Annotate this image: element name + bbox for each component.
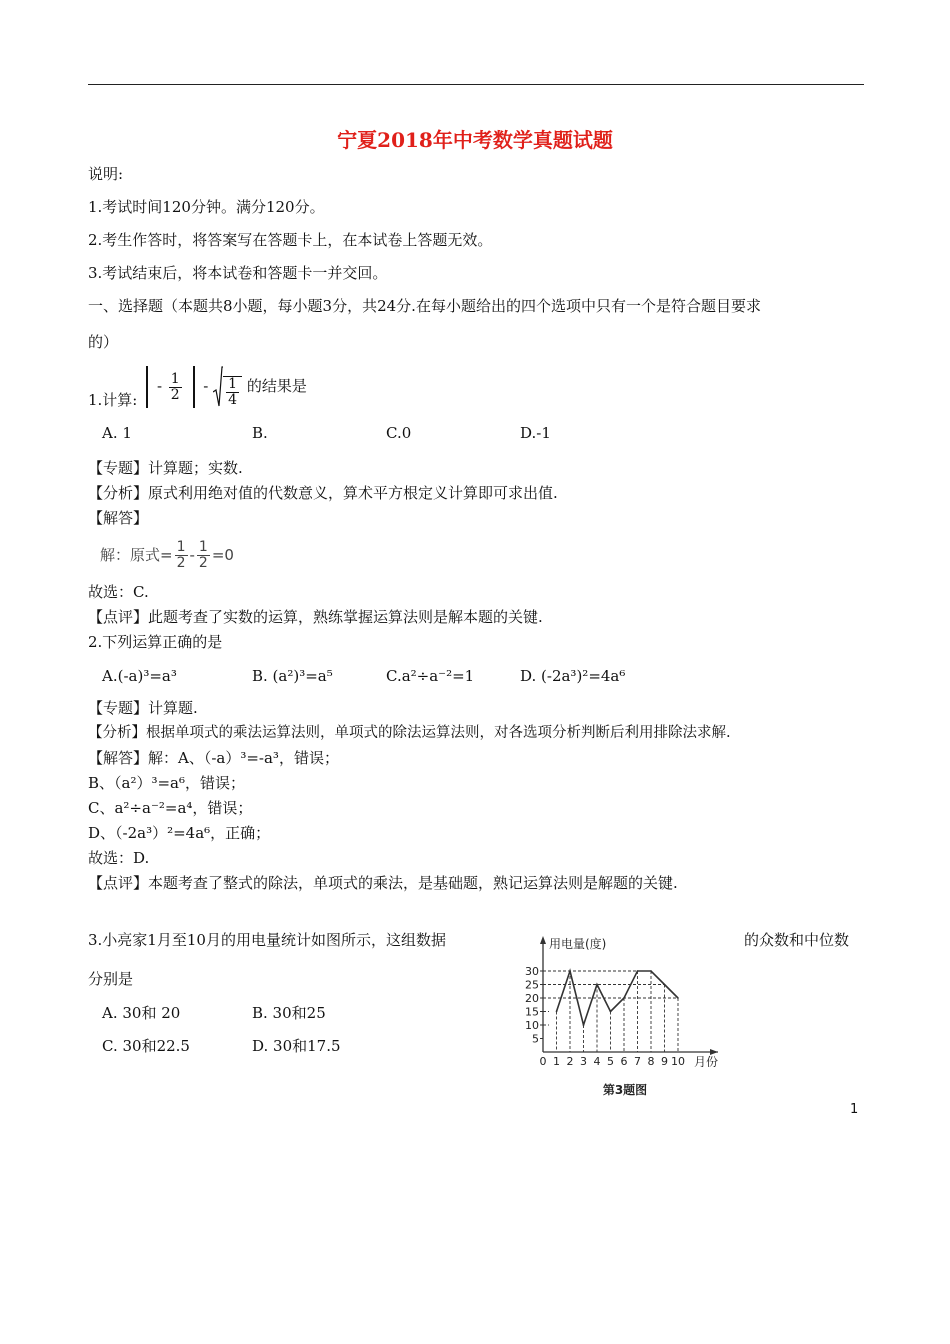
q3-stem-left: 3.小亮家1月至10月的用电量统计如图所示，这组数据 <box>88 931 446 949</box>
instructions-heading: 说明: <box>88 165 124 183</box>
frac-denominator: 2 <box>170 386 180 403</box>
q2-c: C、a²÷a⁻²=a⁴，错误； <box>88 799 253 817</box>
frac-numerator: 1 <box>170 370 180 387</box>
q1-analysis: 【分析】原式利用绝对值的代数意义，算术平方根定义计算即可求出值. <box>88 484 558 502</box>
data-point <box>623 997 625 999</box>
frac-numerator: 1 <box>176 539 186 555</box>
frac-denominator: 2 <box>176 555 186 571</box>
page-number: 1 <box>850 1102 859 1117</box>
instruction-item: 3.考试结束后，将本试卷和答题卡一并交回。 <box>88 264 388 282</box>
x-tick-label: 7 <box>634 1055 641 1068</box>
y-axis-arrow-icon <box>540 936 546 944</box>
q1-stem <box>88 364 307 422</box>
data-point <box>556 1011 558 1013</box>
q1-between: - <box>203 377 209 395</box>
x-tick-label: 4 <box>593 1055 601 1068</box>
solution-fraction <box>175 540 188 571</box>
solution-minus: - <box>189 546 195 564</box>
q1-option-d: D.-1 <box>520 424 551 442</box>
y-tick-label: 30 <box>525 965 539 978</box>
section-heading: 一、选择题（本题共8小题，每小题3分，共24分.在每小题给出的四个选项中只有一个是符合题目要求 <box>88 297 761 315</box>
q3-stem-line2: 分别是 <box>88 970 134 988</box>
chart-caption: 第3题图 <box>602 1083 648 1097</box>
data-point <box>610 1011 612 1013</box>
radical-sign-icon <box>213 366 223 408</box>
y-tick-label: 10 <box>525 1019 539 1032</box>
solution-result: =0 <box>211 546 234 564</box>
data-point <box>569 970 571 972</box>
q3-option-c: C. 30和22.5 <box>102 1037 190 1055</box>
q1-comment: 【点评】此题考查了实数的运算，熟练掌握运算法则是解本题的关键. <box>88 608 543 626</box>
y-tick-label: 25 <box>525 978 539 992</box>
x-tick-label: 9 <box>661 1055 668 1068</box>
y-axis-label: 用电量(度) <box>549 937 607 951</box>
solution-prefix: 解：原式= <box>100 546 173 564</box>
q1-solution <box>100 540 234 571</box>
q2-b: B、（a²）³=a⁶，错误； <box>88 774 246 792</box>
x-tick-label: 8 <box>647 1055 655 1068</box>
data-point <box>637 970 639 972</box>
q2-stem: 2.下列运算正确的是 <box>88 633 223 651</box>
x-tick-label: 5 <box>607 1055 614 1068</box>
q3-option-a: A. 30和 20 <box>102 1004 181 1022</box>
q1-fraction-quarter <box>223 376 242 408</box>
frac-denominator: 4 <box>228 392 238 408</box>
x-tick-label: 2 <box>566 1055 574 1068</box>
q2-option-a: A.(-a)³=a³ <box>102 667 177 685</box>
q1-minus: - <box>156 377 163 395</box>
x-tick-label: 0 <box>539 1055 547 1068</box>
q1-choice: 故选：C. <box>88 583 149 601</box>
page-title: 宁夏2018年中考数学真题试题 <box>337 128 613 152</box>
q2-choice: 故选：D. <box>88 849 150 867</box>
q3-option-d: D. 30和17.5 <box>252 1037 341 1055</box>
q3-stem-right: 的众数和中位数 <box>744 931 850 949</box>
data-point <box>650 970 652 972</box>
y-tick-label: 5 <box>532 1032 539 1046</box>
q2-topic: 【专题】计算题. <box>88 699 198 717</box>
data-point <box>664 984 666 986</box>
q3-option-b: B. 30和25 <box>252 1004 326 1022</box>
q1-fraction-half <box>169 372 182 403</box>
instruction-item: 1.考试时间120分钟。满分120分。 <box>88 198 325 216</box>
data-point <box>596 984 598 986</box>
x-tick-label: 3 <box>580 1055 587 1068</box>
q1-prefix: 1.计算: <box>88 391 138 409</box>
q2-d: D、（-2a³）²=4a⁶，正确； <box>88 824 271 842</box>
q1-option-c: C.0 <box>386 424 412 442</box>
q2-comment: 【点评】本题考查了整式的除法，单项式的乘法，是基础题，熟记运算法则是解题的关键. <box>88 874 678 892</box>
q2-option-b: B. (a²)³=a⁵ <box>252 667 333 685</box>
y-tick-label: 20 <box>525 992 539 1005</box>
frac-numerator: 1 <box>228 376 238 392</box>
solution-fraction <box>197 540 210 571</box>
q1-option-b: B. <box>252 424 268 442</box>
x-axis-label: 月份 <box>694 1055 719 1069</box>
q1-answer-label: 【解答】 <box>88 509 149 527</box>
header-rule <box>88 84 864 85</box>
data-point <box>677 997 679 999</box>
abs-bar-left <box>146 366 148 408</box>
y-tick-label: 15 <box>525 1005 539 1019</box>
section-heading-cont: 的） <box>88 333 119 351</box>
q2-option-c: C.a²÷a⁻²=1 <box>386 667 475 685</box>
q1-topic: 【专题】计算题；实数. <box>88 459 243 477</box>
q1-suffix: 的结果是 <box>246 377 307 395</box>
x-tick-label: 10 <box>671 1055 685 1068</box>
q1-option-a: A. 1 <box>102 424 132 442</box>
q3-line-chart <box>515 930 730 1100</box>
frac-denominator: 2 <box>198 555 208 571</box>
abs-bar-right <box>193 366 195 408</box>
x-tick-label: 1 <box>553 1055 560 1068</box>
q2-option-d: D. (-2a³)²=4a⁶ <box>520 667 626 685</box>
frac-numerator: 1 <box>198 539 208 555</box>
data-point <box>583 1024 585 1026</box>
q1-sqrt <box>213 366 242 408</box>
instruction-item: 2.考生作答时，将答案写在答题卡上，在本试卷上答题无效。 <box>88 231 493 249</box>
q2-answer: 【解答】解：A、（-a）³=-a³，错误； <box>88 749 339 767</box>
x-tick-label: 6 <box>620 1055 628 1068</box>
q2-analysis: 【分析】根据单项式的乘法运算法则，单项式的除法运算法则，对各选项分析判断后利用排除法求解. <box>88 725 731 741</box>
